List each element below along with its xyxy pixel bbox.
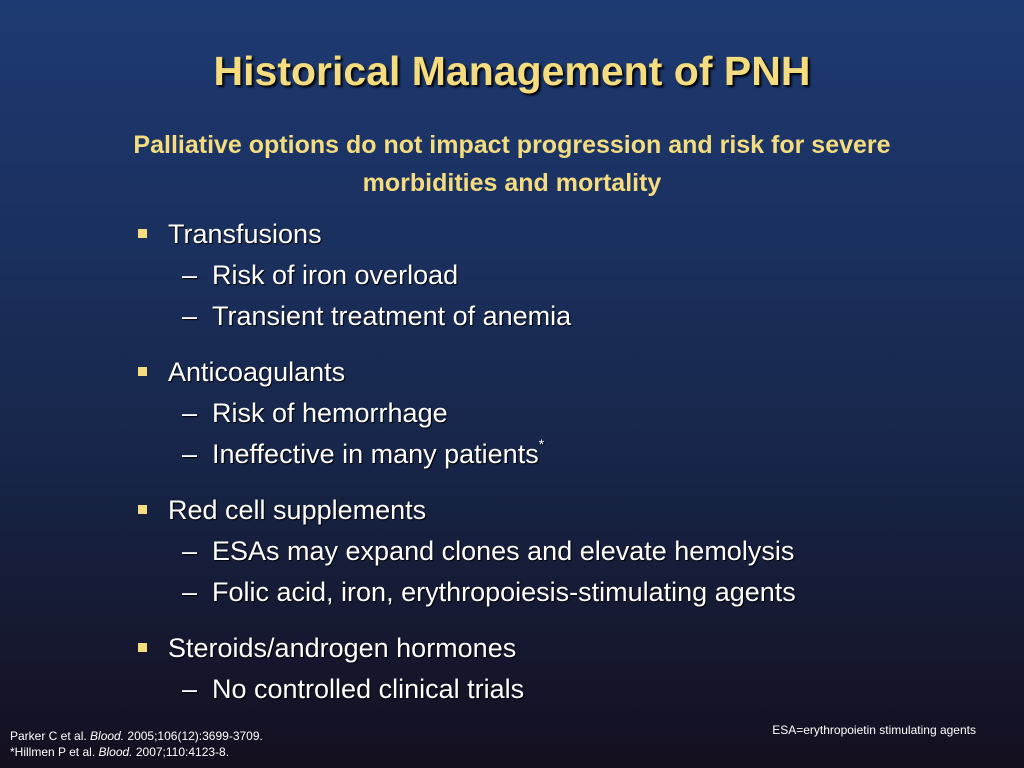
bullet-group-anticoagulants (138, 352, 1008, 475)
reference-item (10, 744, 263, 760)
sub-bullet-item (138, 572, 1008, 613)
sub-bullet-item (138, 296, 1008, 337)
bullet-group-steroids (138, 628, 1008, 710)
dash-icon: – (182, 301, 198, 331)
dash-icon: – (182, 398, 198, 428)
sub-bullet-item (138, 255, 1008, 296)
bullet-group-red-cell-supplements (138, 490, 1008, 613)
dash-icon: – (182, 674, 198, 704)
bullet-label: Anticoagulants (168, 357, 346, 387)
abbreviation-note: ESA=erythropoietin stimulating agents (772, 723, 976, 737)
square-bullet-icon (138, 643, 147, 652)
bullet-item (138, 214, 1008, 255)
slide-subtitle: Palliative options do not impact progression and risk for severe morbidities and mortality (133, 131, 891, 197)
square-bullet-icon (138, 229, 147, 238)
dash-icon: – (182, 536, 198, 566)
sub-bullet-label: Risk of hemorrhage (212, 398, 448, 428)
bullet-group-transfusions (138, 214, 1008, 337)
bullet-item (138, 490, 1008, 531)
sub-bullet-label: ESAs may expand clones and elevate hemolysis (212, 536, 795, 566)
sub-bullet-label: No controlled clinical trials (212, 674, 525, 704)
bullet-label: Steroids/androgen hormones (168, 633, 517, 663)
sub-bullet-label: Folic acid, iron, erythropoiesis-stimulating agents (212, 577, 796, 607)
reference-authors: Parker C et al. (10, 729, 91, 743)
reference-journal: Blood. (90, 729, 125, 743)
slide-title: Historical Management of PNH (213, 48, 811, 94)
reference-citation: 2007;110:4123-8. (132, 745, 230, 759)
footnote-marker: * (538, 436, 545, 452)
references (10, 728, 263, 760)
sub-bullet-item (138, 393, 1008, 434)
reference-authors: *Hillmen P et al. (10, 745, 99, 759)
reference-item (10, 728, 263, 744)
sub-bullet-item (138, 669, 1008, 710)
bullet-list (138, 214, 1008, 725)
dash-icon: – (182, 260, 198, 290)
bullet-label: Transfusions (168, 219, 322, 249)
square-bullet-icon (138, 367, 147, 376)
sub-bullet-label: Risk of iron overload (212, 260, 459, 290)
sub-bullet-label: Transient treatment of anemia (212, 301, 572, 331)
bullet-label: Red cell supplements (168, 495, 427, 525)
dash-icon: – (182, 577, 198, 607)
sub-bullet-label: Ineffective in many patients (212, 439, 539, 469)
bullet-item (138, 352, 1008, 393)
sub-bullet-item (138, 531, 1008, 572)
dash-icon: – (182, 439, 198, 469)
sub-bullet-item (138, 434, 1008, 475)
reference-citation: 2005;106(12):3699-3709. (124, 729, 263, 743)
reference-journal: Blood. (98, 745, 133, 759)
bullet-item (138, 628, 1008, 669)
square-bullet-icon (138, 505, 147, 514)
